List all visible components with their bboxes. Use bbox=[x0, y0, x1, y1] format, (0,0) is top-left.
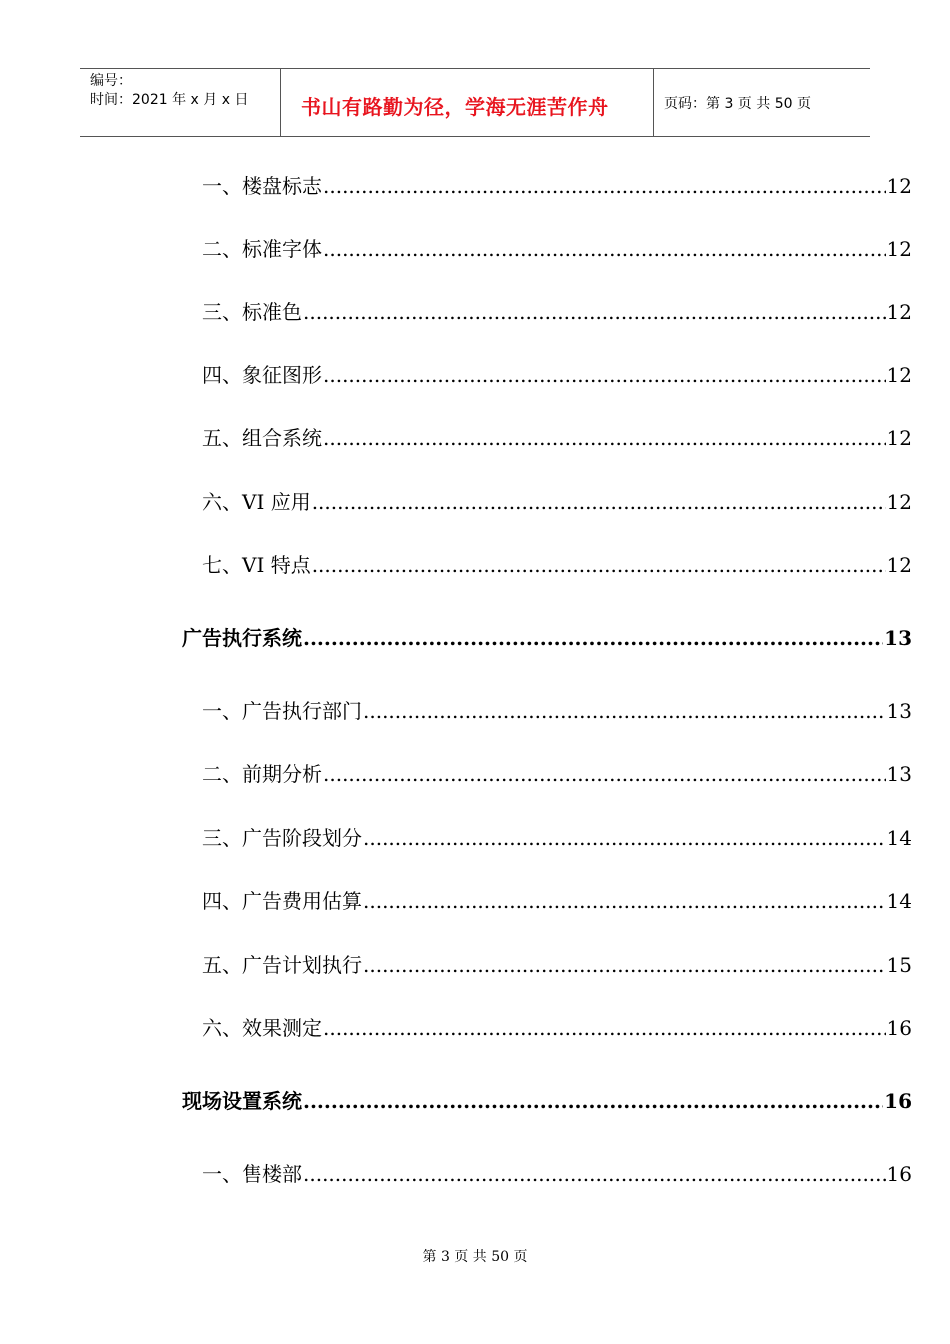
toc-entry-page: 16 bbox=[886, 1016, 912, 1040]
toc-leader-dots bbox=[323, 237, 886, 261]
toc-leader-dots bbox=[312, 490, 886, 514]
toc-entry-label: 二、前期分析 bbox=[202, 762, 322, 786]
toc-entry-page: 12 bbox=[886, 174, 912, 198]
toc-entry[interactable] bbox=[202, 1158, 912, 1188]
toc-entry[interactable] bbox=[202, 296, 912, 326]
toc-leader-dots bbox=[303, 1162, 886, 1186]
toc-entry[interactable] bbox=[202, 885, 912, 915]
toc-entry-label: 一、楼盘标志 bbox=[202, 174, 322, 198]
toc-leader-dots bbox=[363, 889, 886, 913]
toc-leader-dots bbox=[323, 426, 886, 450]
toc-entry-page: 13 bbox=[886, 699, 912, 723]
toc-entry[interactable] bbox=[202, 695, 912, 725]
toc-section-label: 广告执行系统 bbox=[182, 626, 302, 650]
toc-leader-dots bbox=[303, 300, 886, 324]
page-footer: 第 3 页 共 50 页 bbox=[422, 1249, 528, 1265]
date-label: 时间：2021 年 x 月 x 日 bbox=[90, 92, 249, 108]
toc-leader-dots bbox=[323, 174, 886, 198]
header-middle-cell bbox=[281, 69, 654, 136]
header-page-info: 页码：第 3 页 共 50 页 bbox=[664, 96, 811, 112]
toc-entry-page: 12 bbox=[886, 237, 912, 261]
toc-entry[interactable] bbox=[202, 822, 912, 852]
toc-entry-label: 三、标准色 bbox=[202, 300, 302, 324]
toc-entry-page: 12 bbox=[886, 490, 912, 514]
toc-entry-label: 一、广告执行部门 bbox=[202, 699, 362, 723]
header-right-cell bbox=[654, 69, 870, 136]
toc-leader-dots bbox=[323, 1016, 886, 1040]
toc-entry-page: 12 bbox=[886, 300, 912, 324]
toc-entry-page: 13 bbox=[886, 762, 912, 786]
toc-entry[interactable] bbox=[202, 233, 912, 263]
number-label: 编号： bbox=[90, 73, 132, 89]
toc-entry[interactable] bbox=[202, 359, 912, 389]
toc-entry-page: 14 bbox=[886, 889, 912, 913]
toc-entry-page: 16 bbox=[886, 1162, 912, 1186]
toc-entry-label: 六、效果测定 bbox=[202, 1016, 322, 1040]
toc-entry-label: 三、广告阶段划分 bbox=[202, 826, 362, 850]
toc-entry-page: 12 bbox=[886, 553, 912, 577]
toc-section-page: 13 bbox=[884, 626, 912, 650]
toc-leader-dots bbox=[323, 363, 886, 387]
toc-leader-dots bbox=[363, 699, 886, 723]
toc-section-label: 现场设置系统 bbox=[182, 1089, 302, 1113]
toc-leader-dots bbox=[303, 626, 883, 650]
toc-section[interactable] bbox=[182, 622, 912, 652]
header-motto: 书山有路勤为径，学海无涯苦作舟 bbox=[301, 95, 609, 119]
toc-entry-label: 四、象征图形 bbox=[202, 363, 322, 387]
toc-entry[interactable] bbox=[202, 486, 912, 516]
toc-entry-label: 四、广告费用估算 bbox=[202, 889, 362, 913]
toc-entry-page: 15 bbox=[886, 953, 912, 977]
toc-entry-page: 14 bbox=[886, 826, 912, 850]
toc-entry-label: 五、广告计划执行 bbox=[202, 953, 362, 977]
toc-entry[interactable] bbox=[202, 1012, 912, 1042]
toc-section-page: 16 bbox=[884, 1089, 912, 1113]
toc-entry[interactable] bbox=[202, 170, 912, 200]
header-left-cell bbox=[80, 69, 281, 136]
toc-entry-label: 一、售楼部 bbox=[202, 1162, 302, 1186]
toc-leader-dots bbox=[363, 953, 886, 977]
toc-entry-page: 12 bbox=[886, 363, 912, 387]
toc-entry[interactable] bbox=[202, 549, 912, 579]
toc-entry-label: 七、VI 特点 bbox=[202, 553, 311, 577]
page-header bbox=[80, 68, 870, 137]
toc-entry-page: 12 bbox=[886, 426, 912, 450]
toc-entry[interactable] bbox=[202, 422, 912, 452]
toc-entry-label: 五、组合系统 bbox=[202, 426, 322, 450]
toc-leader-dots bbox=[303, 1089, 883, 1113]
toc-leader-dots bbox=[323, 762, 886, 786]
toc-entry-label: 二、标准字体 bbox=[202, 237, 322, 261]
toc-entry-label: 六、VI 应用 bbox=[202, 490, 311, 514]
toc-entry[interactable] bbox=[202, 949, 912, 979]
toc-section[interactable] bbox=[182, 1085, 912, 1115]
toc-leader-dots bbox=[312, 553, 886, 577]
toc-entry[interactable] bbox=[202, 758, 912, 788]
toc-leader-dots bbox=[363, 826, 886, 850]
